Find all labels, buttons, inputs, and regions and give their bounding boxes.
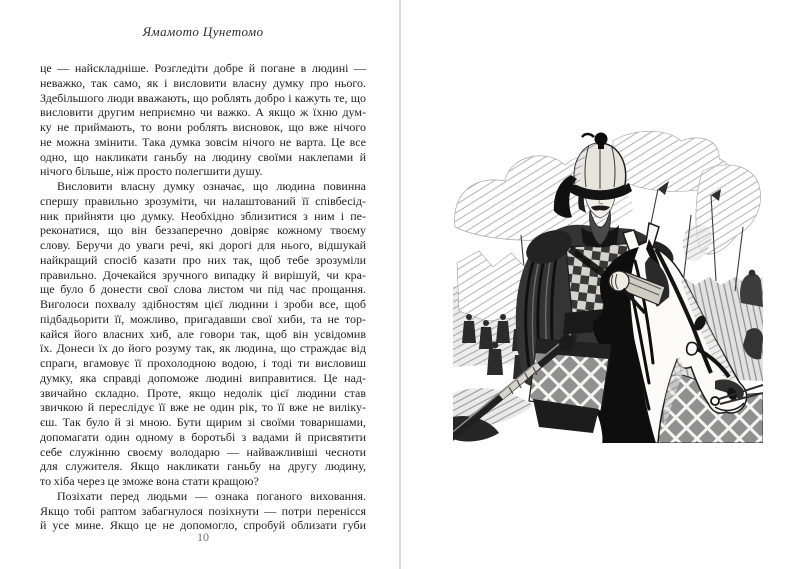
text-line: для служителя. Якщо накликати ганьбу на другу людину,: [40, 459, 366, 474]
text-line: ник прийняти цю думку. Необхідно зблизитися з ним і пе-: [40, 208, 366, 223]
text-line: ку не приймають, то вони роблять висновок, що вже нічого: [40, 120, 366, 134]
text-line: неважко, так само, як і висловити власну думку про нього.: [40, 75, 366, 90]
text-line: найкращий спосіб казати про них так, щоб тебе зрозуміли: [40, 252, 366, 267]
text-line: допомагати один одному в боротьбі з вадами й присвятити: [40, 429, 366, 444]
text-line: не можна змінити. Така думка зовсім нічого не варта. Це все: [40, 134, 366, 149]
text-line: Виголоси похвалу здібностям цієї людини і зроби все, щоб: [40, 297, 366, 311]
text-line: Якщо тобі раптом забагнулося позіхнути — потри перенісся: [40, 503, 366, 518]
text-line: підбадьорити її, можливо, пригадавши свої хиби, та не тор-: [40, 311, 366, 326]
samurai-horseman-illustration: [453, 131, 763, 443]
text-line: себе служінню своєму володарю — найважливіші чесноти: [40, 444, 366, 459]
text-line: то хіба через це зможе вона стати кращою?: [40, 474, 259, 488]
text-line: й усе мине. Якщо це не допомогло, спробуй облизати губи: [40, 518, 366, 533]
text-line: спершу правильно зрозуміти, чи налаштований її співбесід-: [40, 193, 366, 208]
running-header: Ямамото Цунетомо: [142, 24, 264, 39]
text-line: реконатися, що він беззаперечно довіряє кожному твоєму: [40, 223, 366, 238]
text-line: кайся його власних хиб, але говори так, щоб він усвідомив: [40, 326, 366, 341]
text-line: це — найскладніше. Розгледіти добре й погане в людині —: [40, 61, 366, 75]
text-line: звичайно складно. Проте, якщо недолік цієї людини став: [40, 385, 366, 400]
text-line: одно, що накликати ганьбу на людину своїми наклепами й: [40, 149, 366, 164]
text-line: Позіхати перед людьми — ознака поганого виховання.: [57, 488, 366, 503]
text-line: правильно. Дочекайся зручного випадку й вирішуй, чи кра-: [40, 267, 366, 282]
page-gutter-divider: [399, 0, 401, 569]
text-line: Висловити власну думку означає, що людина повинна: [57, 179, 366, 193]
text-line: спраги, вгамовує її прохолодною водою, і тоді ти висловиш: [40, 356, 366, 370]
text-line: єш. Так було й зі мною. Бути щирим зі своїми товаришами,: [40, 415, 366, 429]
text-line: думку, яка справді допоможе людині виправитися. Це над-: [40, 370, 366, 385]
page-number: 10: [197, 530, 209, 544]
text-line: слову. Беручи до уваги речі, які дорогі для нього, відшукай: [40, 238, 366, 252]
text-line: звичкою й переслідує її вже не один рік, то її вже не виліку-: [40, 400, 366, 415]
text-line: їх. Донеси їх до його розуму так, як людина, що страждає від: [40, 341, 366, 356]
text-line: нічого більше, ніж просто полегшити душу.: [40, 164, 263, 179]
text-line: ще було б донести свої слова листом чи під час прощання.: [40, 282, 366, 297]
text-line: висловити другим неприємно чи важко. А якщо ж їхню дум-: [40, 105, 366, 120]
body-text: [40, 61, 366, 533]
text-line: Здебільшого люди вважають, що роблять добро і кажуть те, що: [40, 90, 366, 105]
